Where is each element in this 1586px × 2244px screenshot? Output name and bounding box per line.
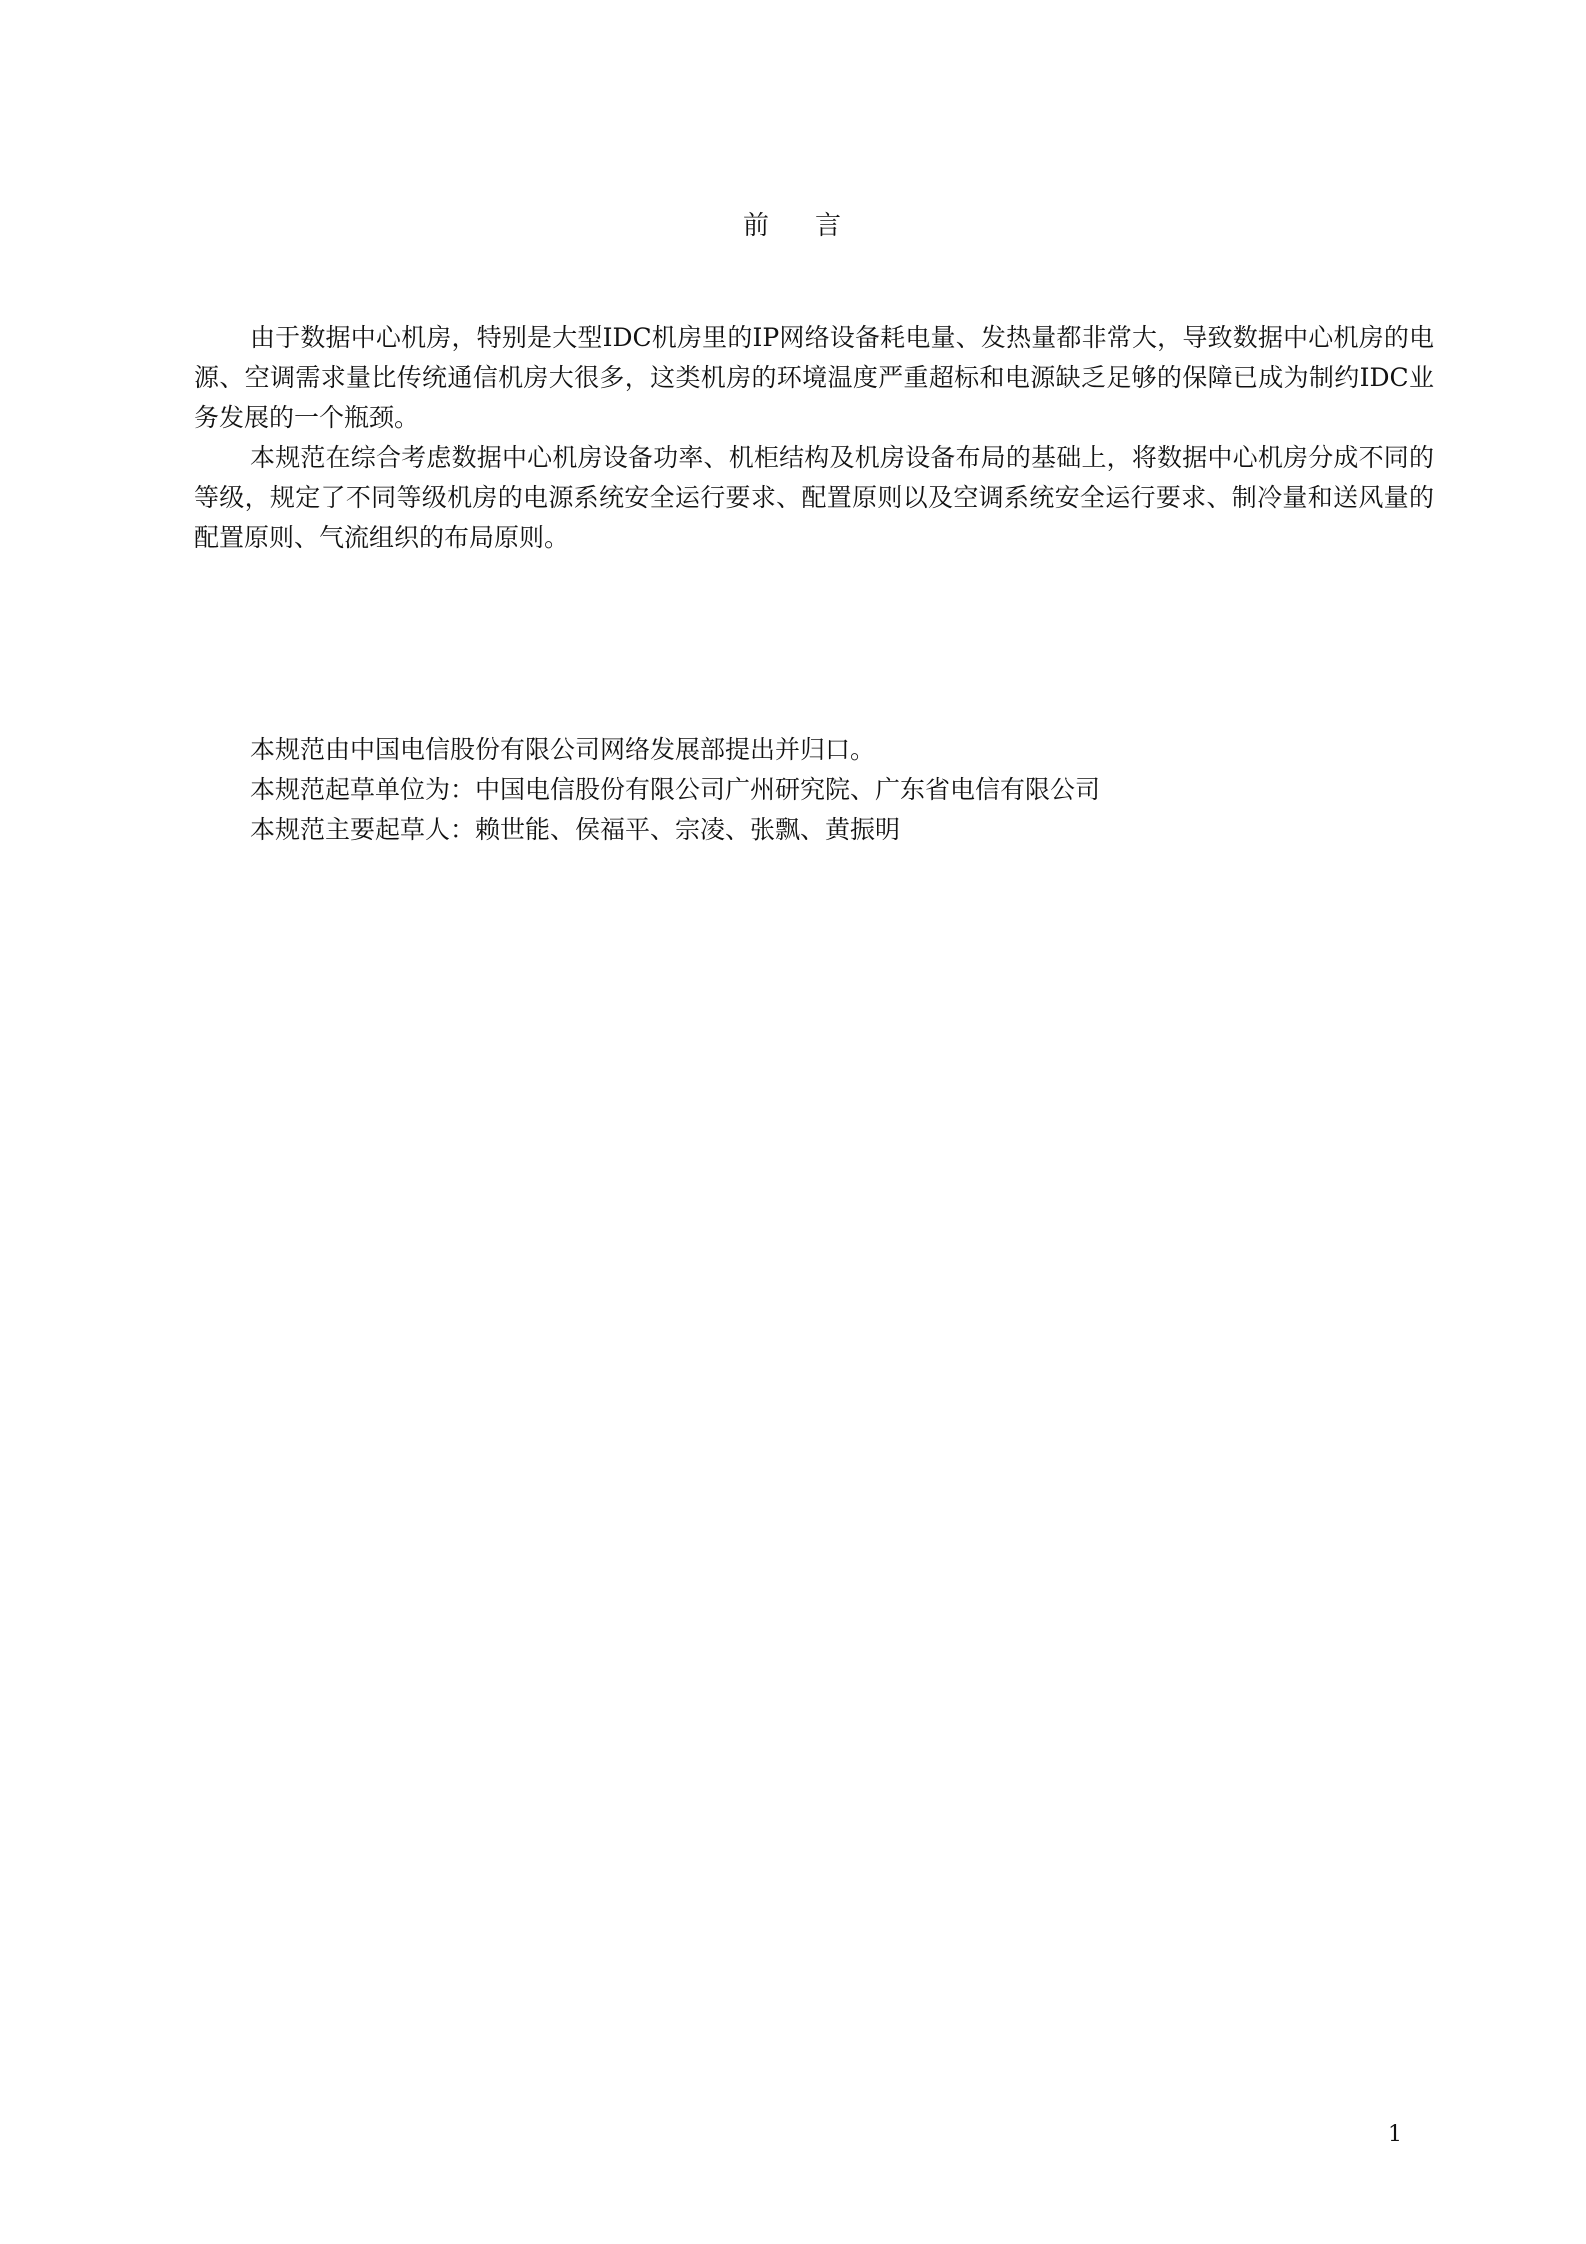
credit-line: 本规范由中国电信股份有限公司网络发展部提出并归口。	[250, 735, 876, 764]
credit-line: 本规范起草单位为：中国电信股份有限公司广州研究院、广东省电信有限公司	[250, 775, 1101, 804]
paragraph: 本规范在综合考虑数据中心机房设备功率、机柜结构及机房设备布局的基础上，将数据中心机房分成不同的等级，规定了不同等级机房的电源系统安全运行要求、配置原则以及空调系统安全运行要求、制冷量和送风量的配置原则、气流组织的布局原则。	[194, 443, 1434, 552]
title-char-2: 言	[815, 211, 844, 241]
preface-body	[194, 318, 1434, 558]
page-number: 1	[1388, 2122, 1402, 2147]
credit-line: 本规范主要起草人：赖世能、侯福平、宗凌、张飘、黄振明	[250, 815, 901, 844]
paragraph: 由于数据中心机房，特别是大型IDC机房里的IP网络设备耗电量、发热量都非常大，导致数据中心机房的电源、空调需求量比传统通信机房大很多，这类机房的环境温度严重超标和电源缺乏足够的保障已成为制约IDC业务发展的一个瓶颈。	[194, 323, 1434, 432]
credits-section	[194, 730, 1434, 850]
page-title	[0, 205, 1586, 242]
title-char-1: 前	[742, 211, 771, 241]
